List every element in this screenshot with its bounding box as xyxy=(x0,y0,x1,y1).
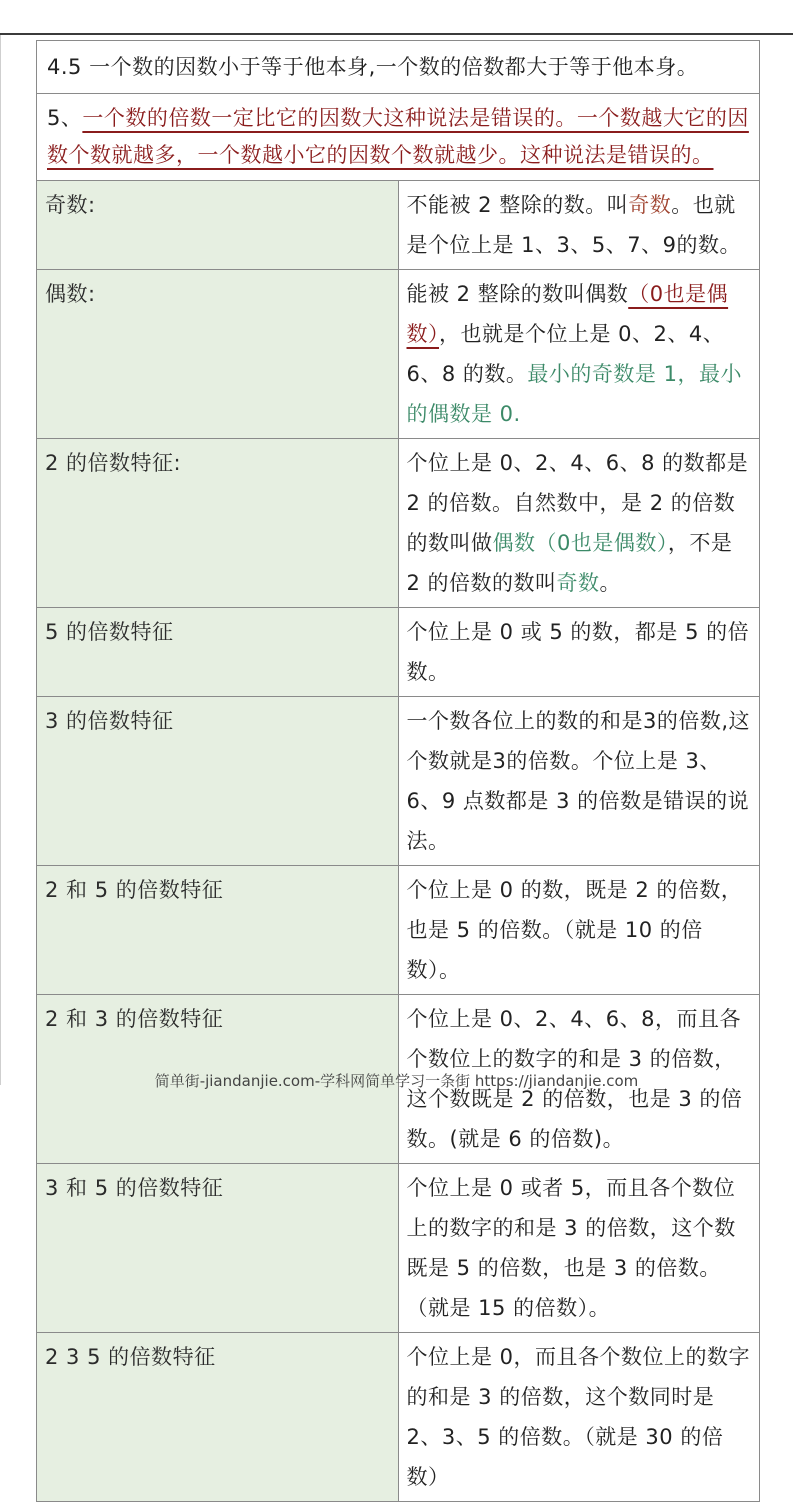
highlight-term: 奇数 xyxy=(556,571,600,595)
term-label: 奇数: xyxy=(37,181,399,270)
table-row xyxy=(37,41,760,94)
definition: 个位上是 0 或者 5，而且各个数位上的数字的和是 3 的倍数，这个数既是 5 的倍数，也是 3 的倍数。（就是 15 的倍数）。 xyxy=(398,1164,760,1333)
statement-text: 4.5 一个数的因数小于等于他本身,一个数的倍数都大于等于他本身。 xyxy=(47,55,699,79)
table-row xyxy=(37,697,760,866)
term-label: 2 和 5 的倍数特征 xyxy=(37,866,399,995)
definition-text: ，也就是个位上是 0、2、4、6、8 的数。 xyxy=(406,322,725,386)
definition-text: 。 xyxy=(599,571,622,595)
table-row xyxy=(37,94,760,181)
definition-text: 。也就是个位上是 1、3、5、7、9的数。 xyxy=(406,193,741,257)
site-footer: 简单街-jiandanjie.com-学科网简单学习一条街 https://jiandanjie.com xyxy=(154,1072,639,1090)
table-row xyxy=(37,181,760,270)
notes-table xyxy=(36,40,760,1502)
statement-number: 5、 xyxy=(47,106,83,130)
definition xyxy=(398,270,760,439)
statement-4-5 xyxy=(37,41,760,94)
term-label: 偶数: xyxy=(37,270,399,439)
table-row xyxy=(37,1164,760,1333)
table-row xyxy=(37,439,760,608)
term-label: 2 3 5 的倍数特征 xyxy=(37,1333,399,1502)
highlight-term: 偶数（0也是偶数） xyxy=(492,531,668,555)
term-label: 2 和 3 的倍数特征 xyxy=(37,995,399,1164)
definition-text: 不能被 2 整除的数。叫 xyxy=(406,193,629,217)
left-rule xyxy=(0,35,1,1085)
table-row xyxy=(37,1333,760,1502)
definition: 个位上是 0 的数，既是 2 的倍数，也是 5 的倍数。（就是 10 的倍数）。 xyxy=(398,866,760,995)
definition-text: 个位上是 0、2、4、6、8 的数都是 2 的倍数。自然数中，是 2 的倍数的数叫做 xyxy=(406,451,749,555)
definition: 个位上是 0、2、4、6、8，而且各个数位上的数字的和是 3 的倍数，这个数既是 2 的倍数，也是 3 的倍数。(就是 6 的倍数)。 xyxy=(398,995,760,1164)
term-label: 3 的倍数特征 xyxy=(37,697,399,866)
statement-text: 一个数的倍数一定比它的因数大这种说法是错误的。一个数越大它的因数个数就越多，一个数越小它的因数个数就越少。这种说法是错误的。 xyxy=(47,106,749,167)
term-label: 3 和 5 的倍数特征 xyxy=(37,1164,399,1333)
definition: 一个数各位上的数的和是3的倍数,这个数就是3的倍数。个位上是 3、6、9 点数都是 3 的倍数是错误的说法。 xyxy=(398,697,760,866)
term-label: 2 的倍数特征: xyxy=(37,439,399,608)
highlight-note: （0也是偶数） xyxy=(406,282,729,346)
highlight-note: 最小的奇数是 1，最小的偶数是 0. xyxy=(406,362,742,426)
definition-text: 能被 2 整除的数叫偶数 xyxy=(406,282,629,306)
table-row xyxy=(37,608,760,697)
definition: 个位上是 0 或 5 的数，都是 5 的倍数。 xyxy=(398,608,760,697)
definition: 个位上是 0，而且各个数位上的数字的和是 3 的倍数，这个数同时是 2、3、5 的倍数。（就是 30 的倍数） xyxy=(398,1333,760,1502)
table-row xyxy=(37,270,760,439)
definition xyxy=(398,181,760,270)
highlight-term: 奇数 xyxy=(628,193,672,217)
definition-text: ，不是 2 的倍数的数叫 xyxy=(406,531,733,595)
definition xyxy=(398,439,760,608)
statement-5 xyxy=(37,94,760,181)
term-label: 5 的倍数特征 xyxy=(37,608,399,697)
top-rule xyxy=(0,33,793,35)
table-row xyxy=(37,866,760,995)
